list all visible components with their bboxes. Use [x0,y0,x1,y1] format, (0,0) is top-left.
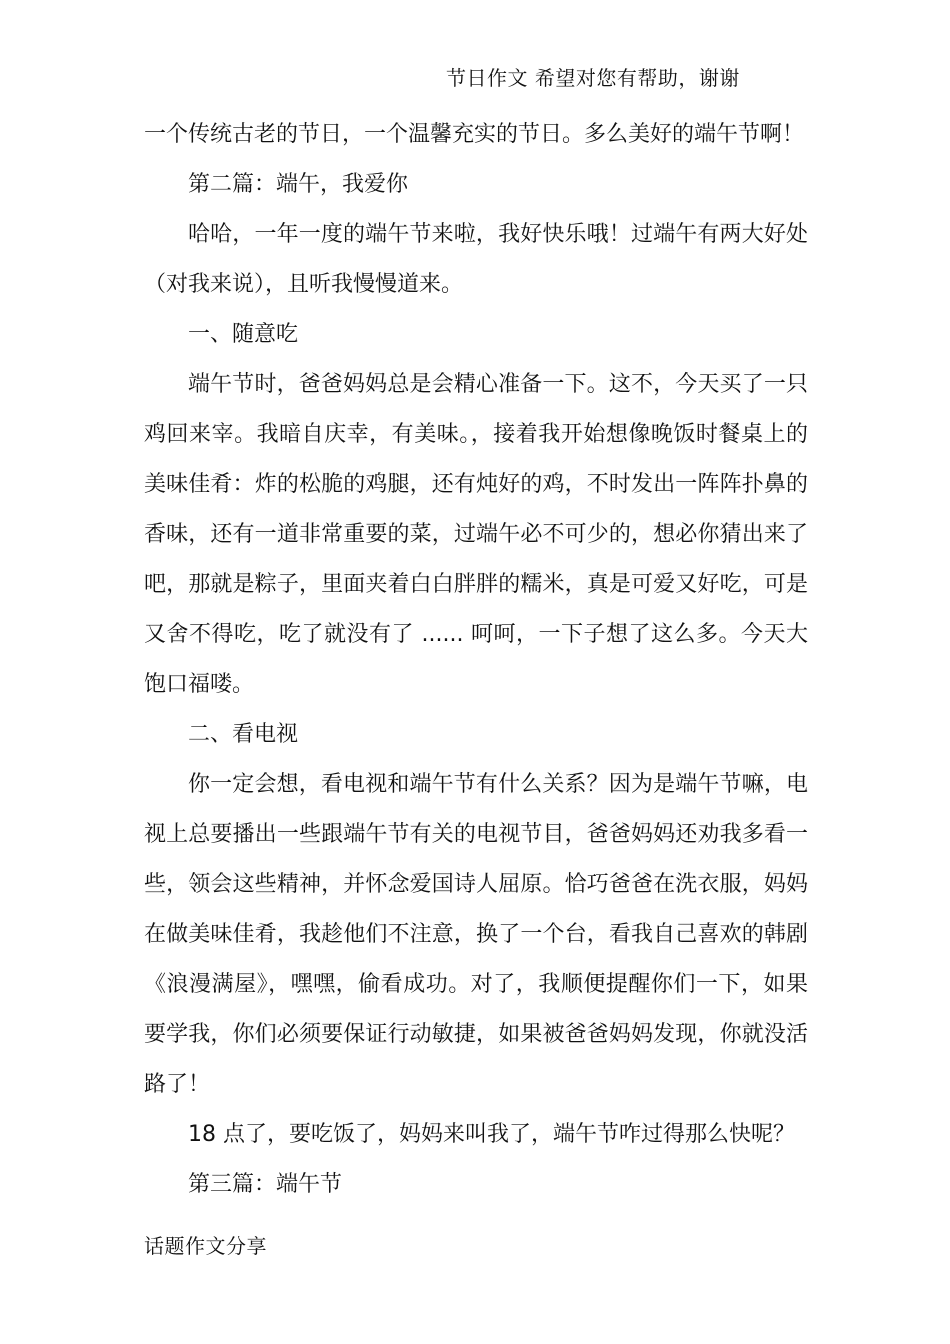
page-header: 节日作文 希望对您有帮助，谢谢 [446,66,740,90]
section-title-part-three: 第三篇：端午节 [188,1172,343,1197]
document-body [144,110,808,1210]
subheading-eat: 一、随意吃 [188,322,299,347]
page-footer: 话题作文分享 [144,1234,267,1258]
paragraph-dinner: 18 点了，要吃饭了，妈妈来叫我了，端午节咋过得那么快呢？ [188,1122,795,1147]
paragraph-tv: 你一定会想，看电视和端午节有什么关系？因为是端午节嘛，电视上总要播出一些跟端午节有关的电视节目，爸爸妈妈还劝我多看一些，领会这些精神，并怀念爱国诗人屈原。恰巧爸爸在洗衣服，妈妈在做美味佳肴，我趁他们不注意，换了一个台，看我自己喜欢的韩剧《浪漫满屋》，嘿嘿，偷看成功。对了，我顺便提醒你们一下，如果要学我，你们必须要保证行动敏捷，如果被爸爸妈妈发现，你就没活路了！ [144,772,808,1097]
paragraph-eat: 端午节时，爸爸妈妈总是会精心准备一下。这不，今天买了一只鸡回来宰。我暗自庆幸，有美味。，接着我开始想像晚饭时餐桌上的美味佳肴：炸的松脆的鸡腿，还有炖好的鸡，不时发出一阵阵扑鼻的香味，还有一道非常重要的菜，过端午必不可少的，想必你猜出来了吧，那就是粽子，里面夹着白白胖胖的糯米，真是可爱又好吃，可是又舍不得吃，吃了就没有了 ...... 呵呵，一下子想了这么多。今天大饱口福喽。 [144,372,808,697]
paragraph-continuation: 一个传统古老的节日，一个温馨充实的节日。多么美好的端午节啊！ [144,122,805,147]
paragraph-intro: 哈哈，一年一度的端午节来啦，我好快乐哦！过端午有两大好处（对我来说），且听我慢慢道来。 [144,222,808,297]
section-title-part-two: 第二篇：端午，我爱你 [188,172,409,197]
subheading-tv: 二、看电视 [188,722,299,747]
